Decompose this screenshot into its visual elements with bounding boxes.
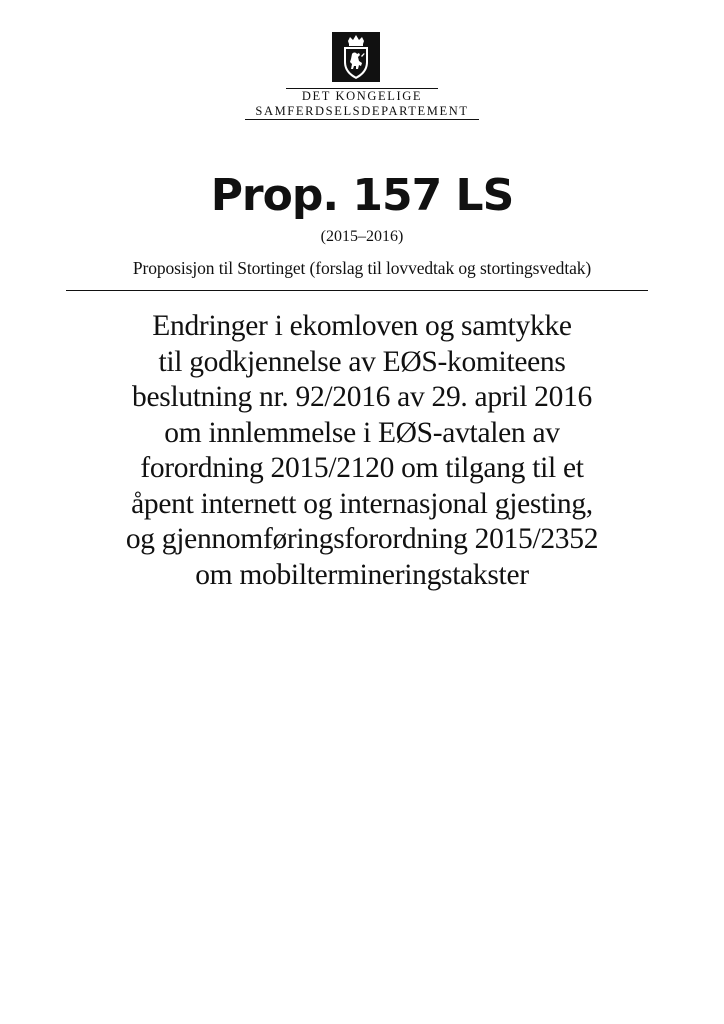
proposition-title: Prop. 157 LS xyxy=(210,170,514,221)
coat-of-arms-icon xyxy=(332,32,380,82)
ministry-name xyxy=(200,88,524,120)
ministry-line-2: SAMFERDSELSDEPARTEMENT xyxy=(255,104,469,118)
divider-rule xyxy=(66,290,648,291)
session-period: (2015–2016) xyxy=(320,228,404,245)
ministry-rule-bottom xyxy=(245,119,479,120)
ministry-line-1: DET KONGELIGE xyxy=(301,89,423,103)
proposition-subtitle: Proposisjon til Stortinget (forslag til lovvedtak og stortingsvedtak) xyxy=(132,258,592,278)
proposition-heading: Endringer i ekomloven og samtykke til godkjennelse av EØS-komiteens beslutning nr. 92/2016 av 29. april 2016 om innlemmelse i EØS-avtalen av forordning 2015/2120 om tilgang til et åpent internett og internasjonal gjesting, og gjennomføringsforordning 2015/2352 om mobiltermineringstakster xyxy=(125,310,599,591)
